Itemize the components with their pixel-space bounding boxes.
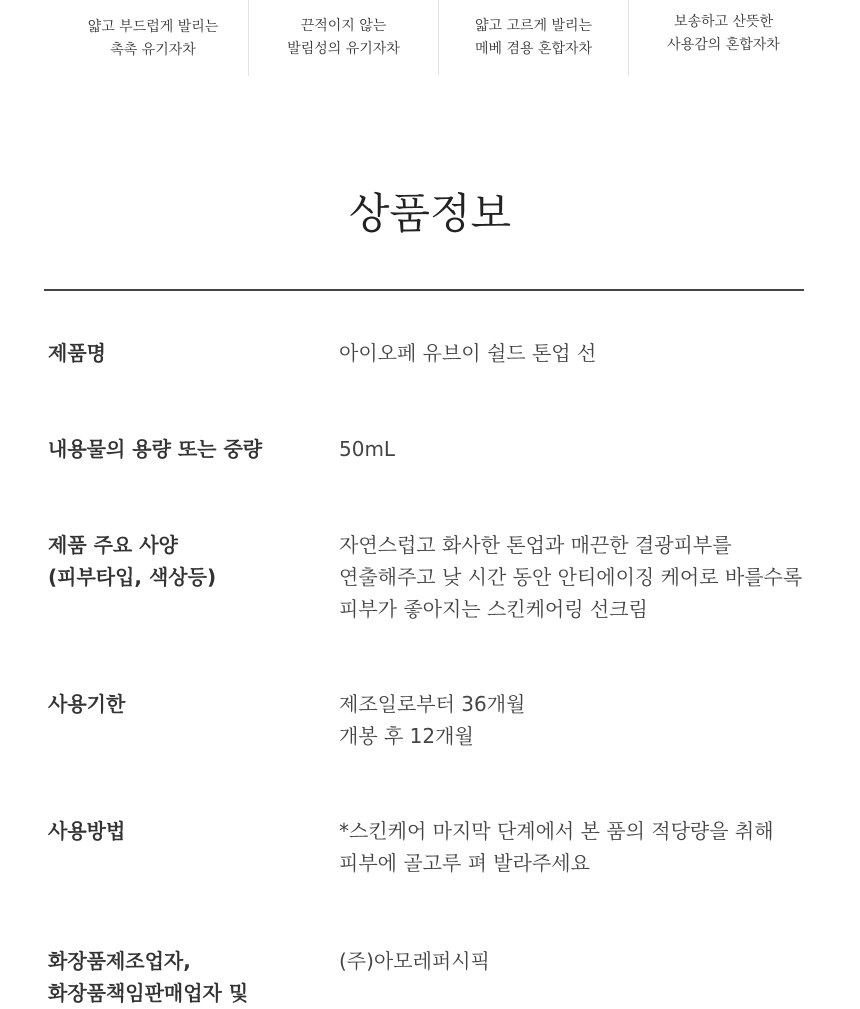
feature-line: 사용감의 혼합자차 — [667, 37, 780, 53]
feature-line: 끈적이지 않는 — [300, 18, 387, 34]
info-value — [339, 433, 839, 465]
feature-line: 얇고 부드럽게 발리는 — [87, 19, 219, 35]
feature-line: 촉촉 유기자차 — [110, 42, 196, 58]
feature-line: 보송하고 산뜻한 — [673, 14, 774, 30]
info-label — [48, 433, 328, 465]
feature-row — [58, 0, 818, 76]
info-value — [339, 337, 839, 369]
info-label-line: 내용물의 용량 또는 중량 — [48, 437, 263, 461]
info-value-line: 제조일로부터 36개월 — [339, 692, 526, 716]
info-label-line: 제품 주요 사양 — [48, 533, 178, 557]
info-label-line: 사용기한 — [48, 692, 126, 716]
info-label — [48, 815, 328, 847]
section-title: 상품정보 — [348, 189, 512, 238]
info-value — [339, 945, 839, 977]
info-value — [339, 688, 839, 752]
info-label — [48, 337, 328, 369]
feature-cell — [58, 0, 248, 76]
info-value — [339, 529, 839, 625]
info-value-line: 아이오페 유브이 쉴드 톤업 선 — [339, 341, 597, 365]
info-value-line: 연출해주고 낮 시간 동안 안티에이징 케어로 바를수록 — [339, 565, 803, 589]
info-label — [48, 529, 328, 593]
info-value-line: (주)아모레퍼시픽 — [339, 949, 490, 973]
info-value-line: 자연스럽고 화사한 톤업과 매끈한 결광피부를 — [339, 533, 732, 557]
feature-line: 메베 겸용 혼합자차 — [474, 41, 593, 57]
info-label — [48, 945, 328, 1009]
info-label-line: 제품명 — [48, 341, 106, 365]
info-label-line: 화장품책임판매업자 및 — [48, 981, 249, 1005]
info-value-line: 개봉 후 12개월 — [339, 724, 474, 748]
info-label-line: 화장품제조업자, — [48, 949, 191, 973]
info-value-line: 50mL — [339, 437, 396, 461]
info-label-line: 사용방법 — [48, 819, 126, 843]
info-value — [339, 815, 839, 879]
info-label-line: (피부타입, 색상등) — [48, 565, 217, 589]
info-label — [48, 688, 328, 720]
feature-cell — [628, 0, 818, 76]
feature-cell — [438, 0, 628, 76]
info-value-line: *스킨케어 마지막 단계에서 본 품의 적당량을 취해 — [339, 819, 774, 843]
info-value-line: 피부에 골고루 펴 발라주세요 — [339, 851, 590, 875]
info-value-line: 피부가 좋아지는 스킨케어링 선크림 — [339, 597, 648, 621]
feature-line: 발림성의 유기자차 — [287, 41, 400, 57]
divider — [44, 289, 804, 291]
feature-line: 얇고 고르게 발리는 — [474, 18, 593, 34]
feature-cell — [248, 0, 438, 76]
